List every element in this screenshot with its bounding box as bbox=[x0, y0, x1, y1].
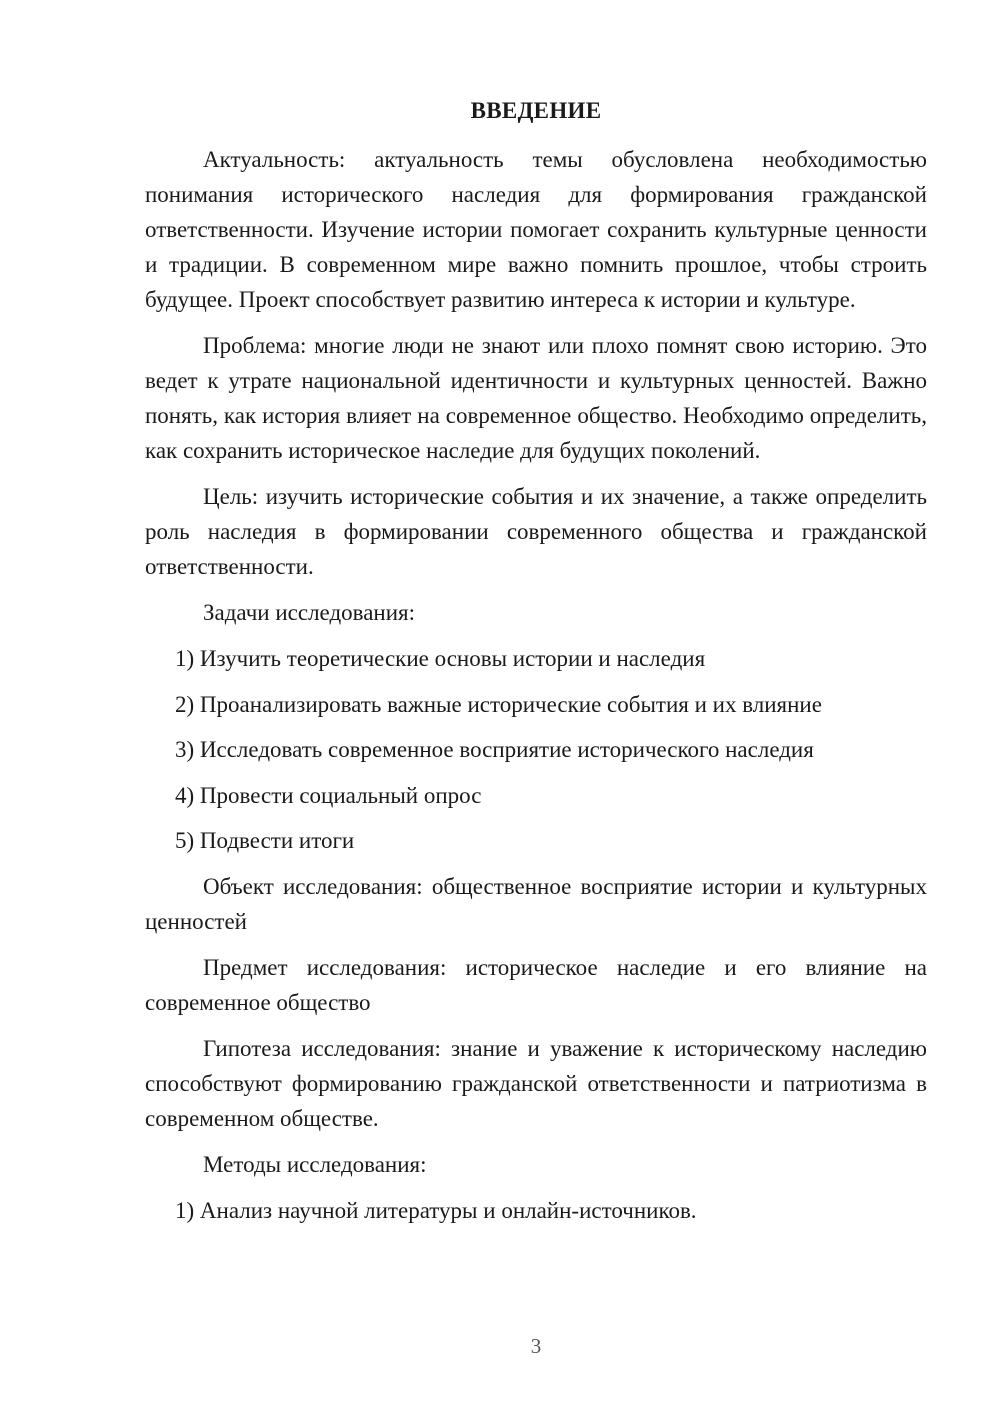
list-item: 4) Провести социальный опрос bbox=[175, 782, 482, 808]
list-item: 5) Подвести итоги bbox=[175, 828, 355, 853]
tasks-heading: Задачи исследования: bbox=[203, 600, 416, 625]
page-title: ВВЕДЕНИЕ bbox=[470, 98, 602, 123]
tasks-list bbox=[145, 641, 927, 858]
problem-paragraph: Проблема: многие люди не знают или плохо помнят свою историю. Это ведет к утрате национальной идентичности и культурных ценностей. Важно понять, как история влияет на современное общество. Необходимо определить, как сохранить историческое наследие для будущих поколений. bbox=[145, 333, 927, 463]
methods-heading: Методы исследования: bbox=[203, 1151, 427, 1177]
list-item: 2) Проанализировать важные исторические события и их влияние bbox=[175, 691, 822, 717]
list-item: 1) Анализ научной литературы и онлайн-источников. bbox=[175, 1197, 697, 1223]
page-number: 3 bbox=[530, 1334, 542, 1358]
document-body bbox=[145, 142, 927, 1238]
object-paragraph: Объект исследования: общественное восприятие истории и культурных ценностей bbox=[145, 873, 927, 934]
list-item: 3) Исследовать современное восприятие исторического наследия bbox=[175, 737, 814, 762]
relevance-paragraph: Актуальность: актуальность темы обусловлена необходимостью понимания исторического наследия для формирования гражданской ответственности. Изучение истории помогает сохранить культурные ценности и традиции. В современном мире важно помнить прошлое, чтобы строить будущее. Проект способствует развитию интереса к истории и культуре. bbox=[145, 147, 927, 312]
methods-list bbox=[145, 1193, 927, 1228]
subject-paragraph: Предмет исследования: историческое наследие и его влияние на современное общество bbox=[145, 954, 927, 1015]
list-item: 1) Изучить теоретические основы истории и наследия bbox=[175, 646, 706, 671]
goal-paragraph: Цель: изучить исторические события и их значение, а также определить роль наследия в формировании современного общества и гражданской ответственности. bbox=[145, 484, 927, 579]
hypothesis-paragraph: Гипотеза исследования: знание и уважение к историческому наследию способствуют формированию гражданской ответственности и патриотизма в современном обществе. bbox=[145, 1035, 927, 1131]
